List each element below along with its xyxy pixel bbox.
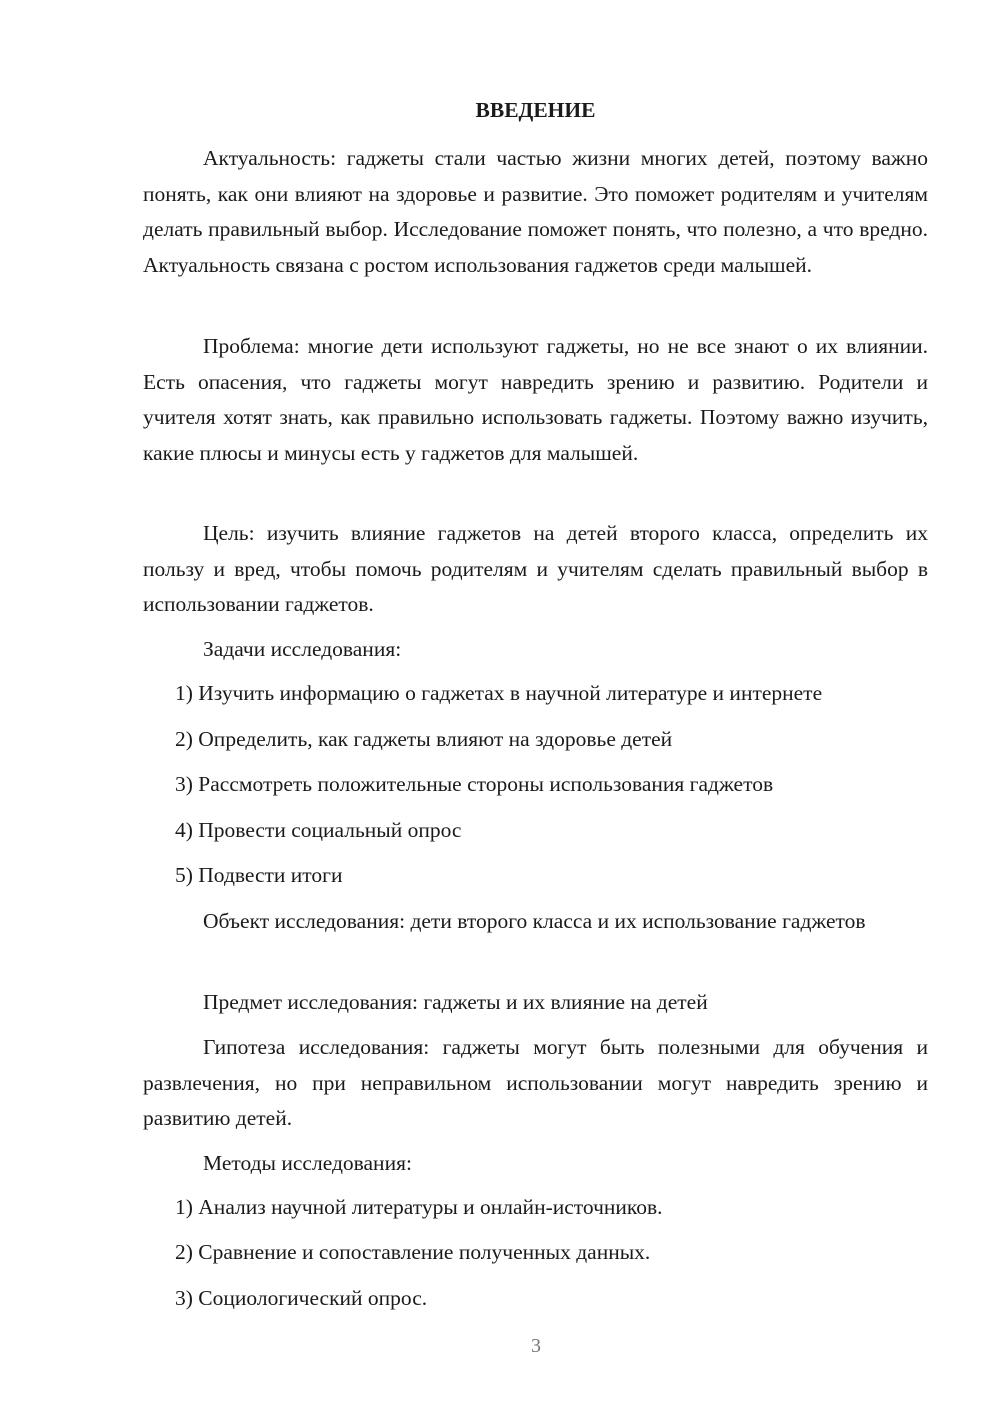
task-item: 2) Определить, как гаджеты влияют на здоровье детей <box>175 727 673 751</box>
page-title: ВВЕДЕНИЕ <box>475 98 596 122</box>
page-number: 3 <box>531 1335 541 1357</box>
method-item: 2) Сравнение и сопоставление полученных данных. <box>175 1240 651 1264</box>
methods-heading: Методы исследования: <box>203 1151 412 1175</box>
hypothesis-paragraph: Гипотеза исследования: гаджеты могут быть полезными для обучения и развлечения, но при неправильном использовании могут навредить зрению и развитию детей. <box>143 1035 928 1130</box>
task-item: 3) Рассмотреть положительные стороны использования гаджетов <box>175 772 774 796</box>
tasks-heading: Задачи исследования: <box>203 637 402 661</box>
task-item: 4) Провести социальный опрос <box>175 818 462 842</box>
subject-paragraph: Предмет исследования: гаджеты и их влияние на детей <box>203 990 708 1014</box>
task-item: 5) Подвести итоги <box>175 863 343 887</box>
method-item: 3) Социологический опрос. <box>175 1286 428 1310</box>
goal-paragraph: Цель: изучить влияние гаджетов на детей второго класса, определить их пользу и вред, чтобы помочь родителям и учителям сделать правильный выбор в использовании гаджетов. <box>143 521 928 616</box>
task-item: 1) Изучить информацию о гаджетах в научной литературе и интернете <box>175 681 823 705</box>
object-paragraph: Объект исследования: дети второго класса и их использование гаджетов <box>203 909 866 933</box>
relevance-paragraph: Актуальность: гаджеты стали частью жизни многих детей, поэтому важно понять, как они влияют на здоровье и развитие. Это поможет родителям и учителям делать правильный выбор. Исследование поможет понять, что полезно, а что вредно. Актуальность связана с ростом использования гаджетов среди малышей. <box>143 146 928 277</box>
problem-paragraph: Проблема: многие дети используют гаджеты, но не все знают о их влиянии. Есть опасения, что гаджеты могут навредить зрению и развитию. Родители и учителя хотят знать, как правильно использовать гаджеты. Поэтому важно изучить, какие плюсы и минусы есть у гаджетов для малышей. <box>143 334 928 465</box>
method-item: 1) Анализ научной литературы и онлайн-источников. <box>175 1195 663 1219</box>
